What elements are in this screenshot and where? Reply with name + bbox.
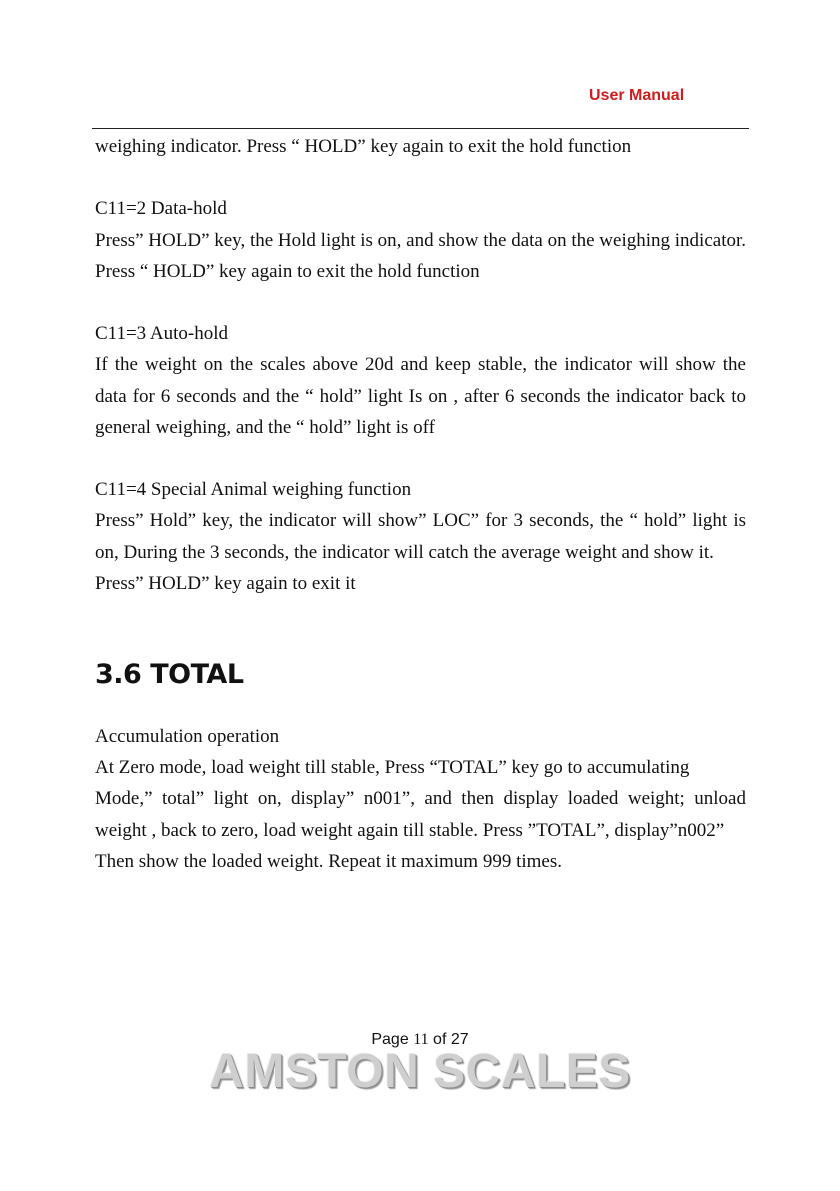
brand-logo-text: AMSTON SCALES (209, 1045, 631, 1098)
c11-3-description: If the weight on the scales above 20d and keep stable, the indicator will show the data for 6 seconds and the “ hold” light Is on , after 6 seconds the indicator back to general weighing, and the “ hold” light is off (95, 354, 746, 438)
page-content (95, 131, 746, 877)
header-divider (92, 128, 749, 129)
c11-2-title: C11=2 Data-hold (95, 198, 227, 220)
paragraph-spacer (95, 443, 746, 474)
paragraph-spacer (95, 162, 746, 193)
section-spacer (95, 599, 746, 655)
heading-spacer (95, 695, 746, 721)
c11-4-exit-instruction: Press” HOLD” key again to exit it (95, 572, 356, 594)
page-current: 11 (413, 1031, 429, 1048)
document-header-title: User Manual (589, 87, 685, 104)
accumulation-step-1: At Zero mode, load weight till stable, Press “TOTAL” key go to accumulating (95, 757, 690, 779)
accumulation-step-3: Then show the loaded weight. Repeat it maximum 999 times. (95, 850, 562, 872)
c11-4-description: Press” Hold” key, the indicator will show” LOC” for 3 seconds, the “ hold” light is on, During the 3 seconds, the indicator will catch the average weight and show it. (95, 510, 746, 563)
page-total: 27 (450, 1031, 469, 1048)
section-subtitle: Accumulation operation (95, 726, 280, 747)
accumulation-step-2: Mode,” total” light on, display” n001”, and then display loaded weight; unload weight , back to zero, load weight again till stable. Press ”TOTAL”, display”n002” (95, 788, 746, 841)
c11-4-title: C11=4 Special Animal weighing function (95, 479, 412, 501)
section-heading: 3.6 TOTAL (95, 659, 244, 690)
page-of: of (433, 1031, 447, 1048)
c11-3-title: C11=3 Auto-hold (95, 323, 228, 345)
page-prefix: Page (371, 1031, 409, 1048)
paragraph-spacer (95, 287, 746, 318)
c11-2-description: Press” HOLD” key, the Hold light is on, and show the data on the weighing indicator. Press “ HOLD” key again to exit the hold function (95, 229, 746, 282)
continued-paragraph: weighing indicator. Press “ HOLD” key again to exit the hold function (95, 136, 632, 157)
